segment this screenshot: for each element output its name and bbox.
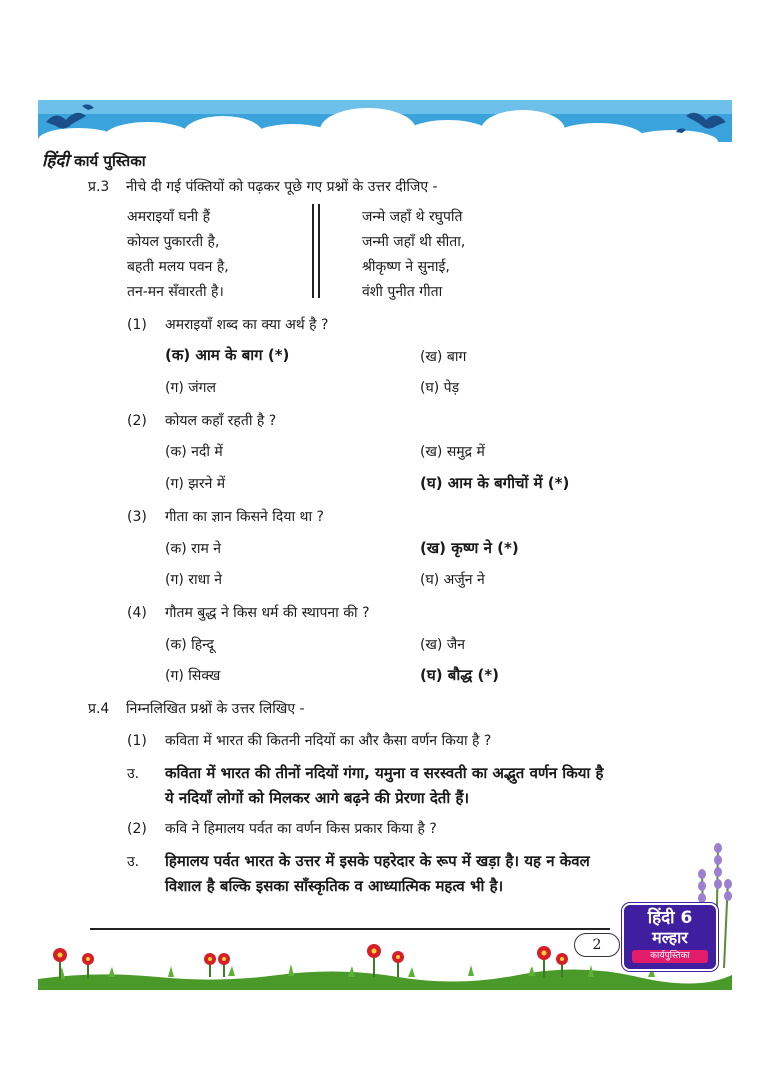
subq-number: (1) (127, 733, 147, 749)
option: (ग) सिक्ख (165, 668, 221, 684)
logo-line1: हिंदी 6 (647, 908, 693, 928)
book-logo (622, 903, 718, 971)
answer-line: कविता में भारत की तीनों नदियों गंगा, यमुना व सरस्वती का अद्भुत वर्णन किया है (165, 764, 604, 782)
poem-divider (318, 204, 320, 298)
book-title-rest: कार्य पुस्तिका (74, 152, 146, 170)
book-title (42, 148, 146, 171)
q4-instruction: निम्नलिखित प्रश्नों के उत्तर लिखिए - (126, 701, 305, 717)
subq-number: (2) (127, 413, 147, 429)
subq-text: गौतम बुद्ध ने किस धर्म की स्थापना की ? (165, 605, 370, 621)
option: (क) नदी में (165, 444, 223, 460)
option: (ख) समुद्र में (420, 444, 485, 460)
poem-right-line: श्रीकृष्ण ने सुनाई, (362, 259, 450, 275)
answer-label: उ. (127, 766, 140, 782)
subq-text: कवि ने हिमालय पर्वत का वर्णन किस प्रकार किया है ? (165, 821, 437, 837)
option: (ग) झरने में (165, 476, 226, 492)
poem-right-line: वंशी पुनीत गीता (362, 284, 443, 300)
option: (ख) बाग (420, 349, 467, 365)
option: (ग) राधा ने (165, 572, 223, 588)
option: (घ) अर्जुन ने (420, 572, 485, 588)
poem-left-line: तन-मन सँवारती है। (127, 284, 224, 300)
option: (ख) जैन (420, 637, 465, 653)
option-correct: (ख) कृष्ण ने (*) (420, 539, 519, 557)
q4-number: प्र.4 (88, 701, 110, 717)
bird-icon (42, 102, 102, 138)
subq-number: (1) (127, 317, 147, 333)
poem-right-line: जन्मे जहाँ थे रघुपति (362, 209, 463, 225)
subq-number: (3) (127, 509, 147, 525)
option: (क) राम ने (165, 541, 222, 557)
subq-number: (2) (127, 821, 147, 837)
subq-text: गीता का ज्ञान किसने दिया था ? (165, 509, 324, 525)
option-correct: (घ) आम के बगीचों में (*) (420, 474, 570, 492)
subq-text: कोयल कहाँ रहती है ? (165, 413, 277, 429)
option: (क) हिन्दू (165, 637, 214, 653)
answer-line: ये नदियाँ लोगों को मिलकर आगे बढ़ने की प्रेरणा देती हैं। (165, 789, 470, 807)
option: (घ) पेड़ (420, 380, 460, 396)
bird-icon (672, 102, 730, 138)
poem-divider (312, 204, 314, 298)
poem-left-line: अमराइयाँ घनी हैं (127, 209, 211, 225)
page-number: 2 (574, 933, 620, 957)
option: (ग) जंगल (165, 380, 217, 396)
option-correct: (घ) बौद्ध (*) (420, 666, 500, 684)
subq-number: (4) (127, 605, 147, 621)
subq-text: अमराइयाँ शब्द का क्या अर्थ है ? (165, 317, 329, 333)
logo-line3: कार्यपुस्तिका (632, 950, 708, 963)
option-correct: (क) आम के बाग (*) (165, 346, 290, 364)
q3-instruction: नीचे दी गई पंक्तियों को पढ़कर पूछे गए प्रश्नों के उत्तर दीजिए - (126, 179, 438, 195)
q3-number: प्र.3 (88, 179, 110, 195)
sky-cloud-banner (38, 100, 732, 148)
poem-right-line: जन्मी जहाँ थी सीता, (362, 234, 466, 250)
answer-label: उ. (127, 854, 140, 870)
footer-divider (90, 928, 610, 930)
poem-left-line: कोयल पुकारती है, (127, 234, 220, 250)
logo-line2: मल्हार (652, 928, 688, 947)
book-title-hindi: हिंदी (42, 151, 69, 171)
subq-text: कविता में भारत की कितनी नदियों का और कैसा वर्णन किया है ? (165, 733, 492, 749)
answer-line: हिमालय पर्वत भारत के उत्तर में इसके पहरेदार के रूप में खड़ा है। यह न केवल (165, 852, 590, 870)
poem-left-line: बहती मलय पवन है, (127, 259, 229, 275)
answer-line: विशाल है बल्कि इसका साँस्कृतिक व आध्यात्मिक महत्व भी है। (165, 877, 504, 895)
